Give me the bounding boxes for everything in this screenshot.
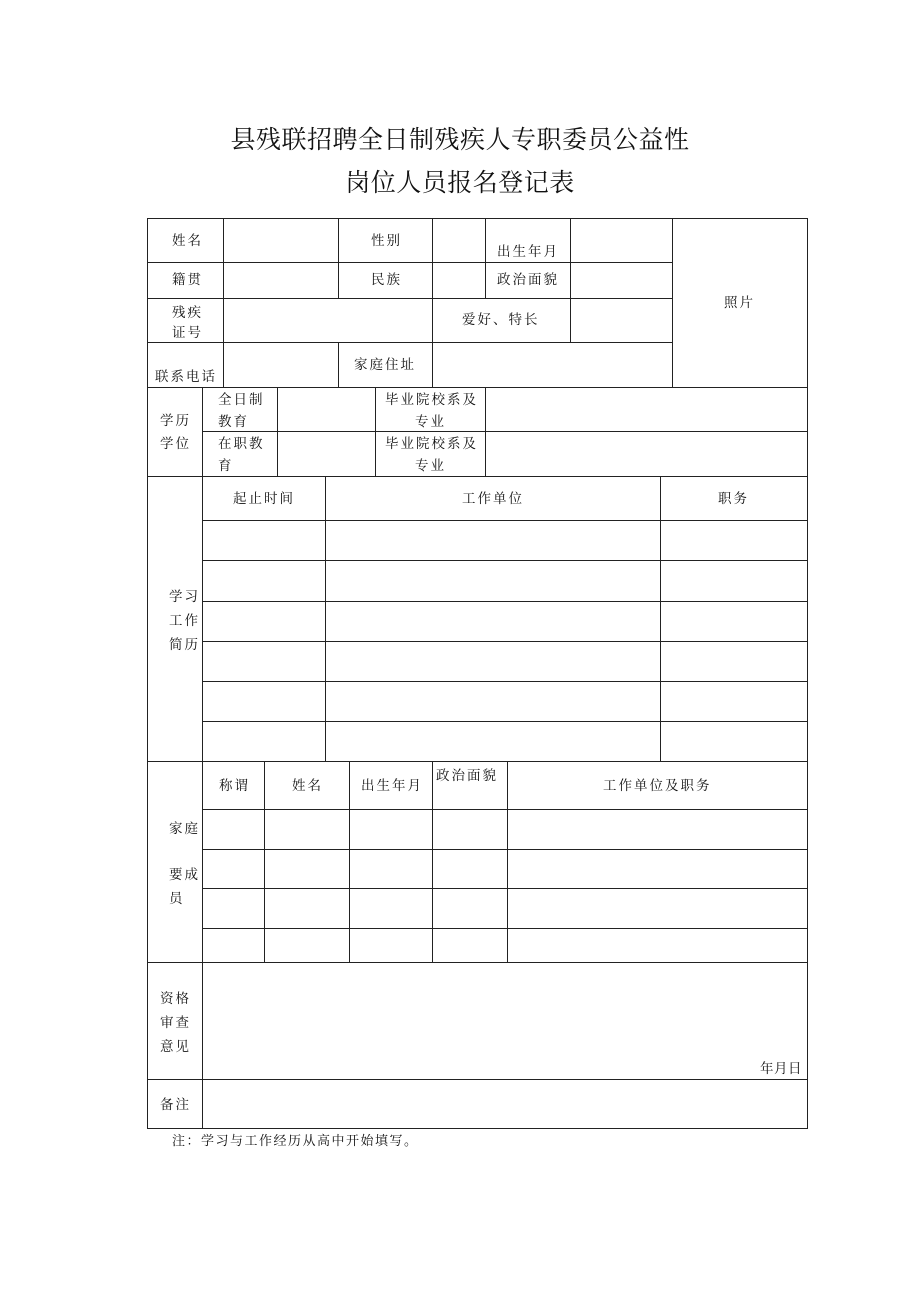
table-rule-horizontal	[147, 262, 673, 263]
table-rule-vertical	[485, 387, 486, 477]
footnote: 注：学习与工作经历从高中开始填写。	[172, 1134, 419, 1149]
label-school-major-2b: 专业	[415, 458, 446, 474]
label-review-1: 资格	[160, 991, 191, 1007]
table-rule-vertical	[672, 218, 673, 388]
label-gender: 性别	[371, 233, 402, 249]
label-family-birth: 出生年月	[361, 778, 423, 794]
label-review-2: 审查	[160, 1015, 191, 1031]
table-rule-vertical	[570, 218, 571, 299]
table-rule-horizontal	[202, 641, 808, 642]
table-rule-horizontal	[202, 888, 808, 889]
table-rule-vertical	[432, 262, 433, 299]
table-rule-horizontal	[202, 431, 808, 432]
table-rule-vertical	[264, 761, 265, 963]
label-resume-1: 学习	[169, 589, 200, 605]
label-relation: 称谓	[219, 778, 250, 794]
form-title-line2: 岗位人员报名登记表	[345, 168, 575, 197]
table-rule-horizontal	[202, 849, 808, 850]
table-rule-horizontal	[202, 601, 808, 602]
label-education-1: 学历	[160, 413, 191, 429]
label-review-3: 意见	[160, 1039, 191, 1055]
label-remarks: 备注	[160, 1097, 191, 1113]
label-parttime-2: 育	[218, 458, 234, 474]
label-parttime-1: 在职教	[218, 436, 265, 452]
label-resume-2: 工作	[169, 613, 200, 629]
label-school-major-1b: 毕业院校系及	[385, 436, 478, 452]
table-rule-horizontal	[202, 520, 808, 521]
label-native-place: 籍贯	[172, 272, 203, 288]
label-education-2: 学位	[160, 436, 191, 452]
form-title-line1: 县残联招聘全日制残疾人专职委员公益性	[230, 125, 690, 154]
label-disability-cert-2: 证号	[172, 325, 203, 341]
table-rule-horizontal	[147, 218, 808, 219]
table-rule-vertical	[223, 218, 224, 388]
table-rule-horizontal	[147, 761, 808, 762]
label-birth: 出生年月	[497, 244, 559, 260]
table-rule-horizontal	[147, 476, 808, 477]
label-resume-3: 简历	[169, 637, 200, 653]
table-rule-horizontal	[202, 560, 808, 561]
table-rule-vertical	[202, 387, 203, 1129]
label-address: 家庭住址	[354, 357, 416, 373]
table-rule-horizontal	[147, 387, 808, 388]
table-rule-vertical	[570, 298, 571, 343]
table-rule-horizontal	[147, 342, 673, 343]
table-rule-vertical	[338, 262, 339, 299]
label-fulltime-2: 教育	[218, 414, 249, 430]
table-rule-horizontal	[147, 1128, 808, 1129]
table-rule-vertical	[432, 298, 433, 343]
table-rule-horizontal	[147, 1079, 808, 1080]
label-family-2: 要成	[169, 867, 200, 883]
label-name: 姓名	[172, 233, 203, 249]
label-family-1: 家庭	[169, 821, 200, 837]
label-position: 职务	[718, 491, 749, 507]
label-ethnicity: 民族	[371, 272, 402, 288]
table-rule-horizontal	[202, 681, 808, 682]
table-rule-vertical	[147, 218, 148, 1129]
table-rule-horizontal	[147, 962, 808, 963]
table-rule-horizontal	[202, 809, 808, 810]
table-rule-vertical	[432, 342, 433, 388]
table-rule-vertical	[485, 218, 486, 263]
label-family-3: 员	[169, 891, 185, 907]
label-work-unit: 工作单位	[462, 491, 524, 507]
table-rule-horizontal	[202, 928, 808, 929]
label-unit-and-position: 工作单位及职务	[603, 778, 712, 794]
table-rule-horizontal	[202, 721, 808, 722]
table-rule-vertical	[807, 218, 808, 1129]
label-school-major-1a: 毕业院校系及	[385, 392, 478, 408]
table-rule-vertical	[507, 761, 508, 963]
table-rule-vertical	[338, 342, 339, 388]
table-rule-vertical	[485, 262, 486, 299]
label-political-status: 政治面貌	[497, 272, 559, 288]
table-rule-vertical	[325, 476, 326, 762]
table-rule-vertical	[375, 387, 376, 477]
label-hobby: 爱好、特长	[462, 312, 540, 328]
table-rule-vertical	[338, 218, 339, 263]
table-rule-vertical	[432, 761, 433, 963]
table-rule-horizontal	[147, 298, 673, 299]
label-fulltime-1: 全日制	[218, 392, 265, 408]
table-rule-vertical	[349, 761, 350, 963]
label-phone: 联系电话	[155, 369, 217, 385]
table-rule-vertical	[660, 476, 661, 762]
label-period: 起止时间	[233, 491, 295, 507]
table-rule-vertical	[432, 218, 433, 263]
label-family-name: 姓名	[292, 778, 323, 794]
label-date: 年月日	[760, 1061, 802, 1077]
label-disability-cert-1: 残疾	[172, 305, 203, 321]
label-school-major-2a: 专业	[415, 414, 446, 430]
table-rule-vertical	[277, 387, 278, 477]
label-photo: 照片	[724, 295, 755, 311]
label-family-political: 政治面貌	[436, 768, 498, 784]
